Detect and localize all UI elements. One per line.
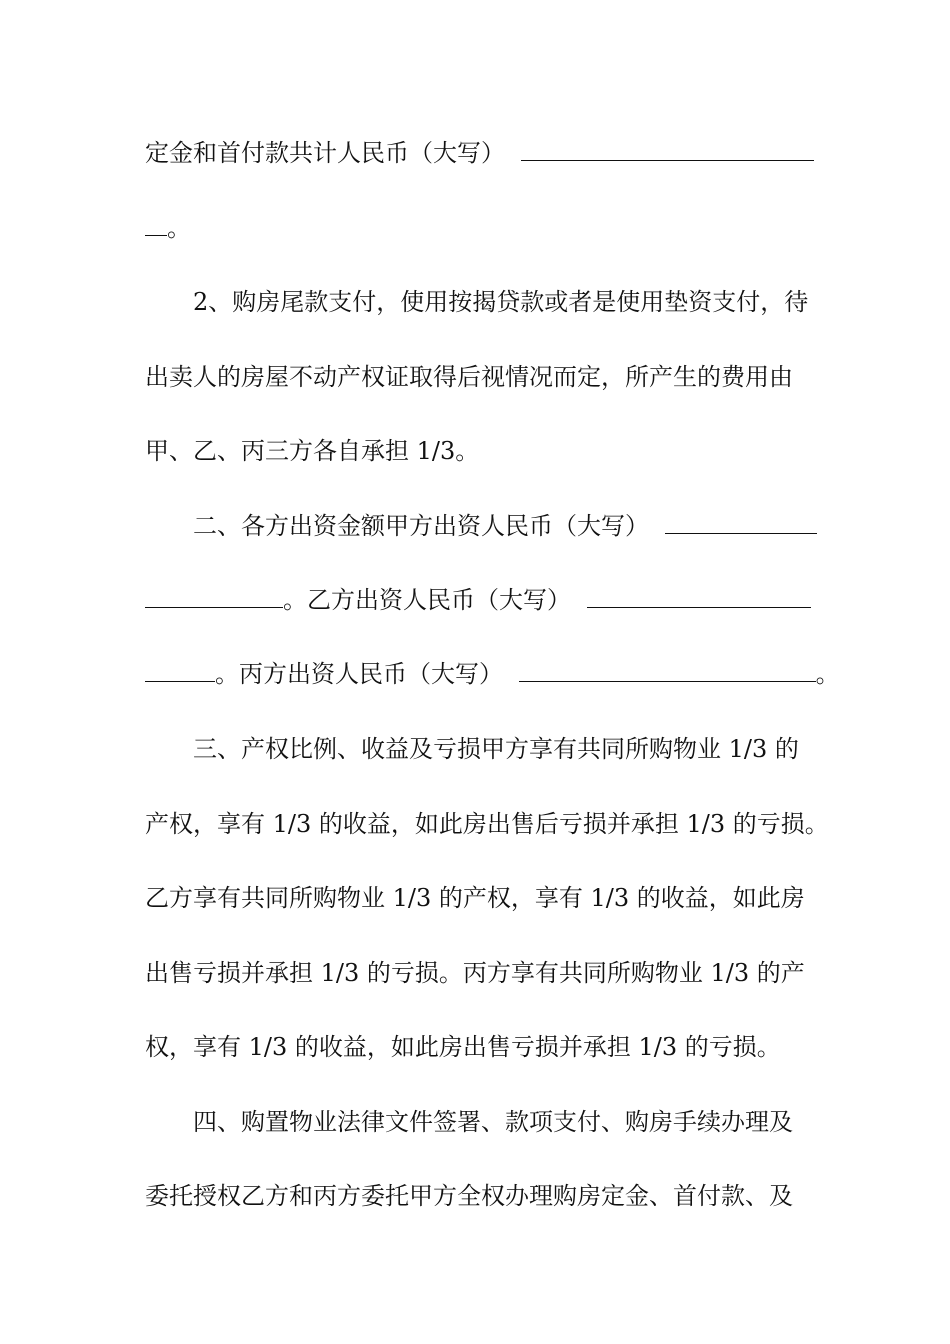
fill-in-blank <box>519 659 816 682</box>
line-text: 2、购房尾款支付，使用按揭贷款或者是使用垫资支付，待 <box>193 288 809 316</box>
text-line <box>193 733 873 765</box>
text-line <box>145 1180 825 1212</box>
fill-in-blank <box>145 213 167 236</box>
text-line <box>145 137 825 169</box>
fill-in-blank <box>665 511 817 534</box>
line-text: 乙方享有共同所购物业 1/3 的产权，享有 1/3 的收益，如此房 <box>145 884 805 912</box>
fill-in-blank <box>145 585 283 608</box>
fill-in-blank <box>521 138 814 161</box>
line-text: 权，享有 1/3 的收益，如此房出售亏损并承担 1/3 的亏损。 <box>145 1033 781 1061</box>
text-line <box>193 510 873 542</box>
fill-in-blank <box>145 659 215 682</box>
line-text: 。乙方出资人民币（大写） <box>283 586 571 614</box>
text-line <box>145 957 825 989</box>
text-line <box>193 286 873 318</box>
line-text: 出售亏损并承担 1/3 的亏损。丙方享有共同所购物业 1/3 的产 <box>145 959 805 987</box>
text-line <box>145 658 840 690</box>
text-line <box>145 1031 825 1063</box>
text-line <box>193 1106 873 1138</box>
text-line <box>145 584 825 616</box>
text-line <box>145 212 825 244</box>
line-text: 二、各方出资金额甲方出资人民币（大写） <box>193 512 649 540</box>
line-text: 。 <box>815 660 840 688</box>
line-text: 四、购置物业法律文件签署、款项支付、购房手续办理及 <box>193 1108 793 1136</box>
line-text: 。丙方出资人民币（大写） <box>215 660 503 688</box>
text-line <box>145 435 825 467</box>
line-text: 产权，享有 1/3 的收益，如此房出售后亏损并承担 1/3 的亏损。 <box>145 810 829 838</box>
text-line <box>145 808 829 840</box>
line-text: 出卖人的房屋不动产权证取得后视情况而定，所产生的费用由 <box>145 363 793 391</box>
text-line <box>145 882 825 914</box>
line-text: 委托授权乙方和丙方委托甲方全权办理购房定金、首付款、及 <box>145 1182 793 1210</box>
line-text: 三、产权比例、收益及亏损甲方享有共同所购物业 1/3 的 <box>193 735 799 763</box>
text-line <box>145 361 825 393</box>
line-text: 甲、乙、丙三方各自承担 1/3。 <box>145 437 480 465</box>
fill-in-blank <box>587 585 811 608</box>
line-text: 定金和首付款共计人民币（大写） <box>145 139 505 167</box>
line-text: 。 <box>167 214 191 242</box>
